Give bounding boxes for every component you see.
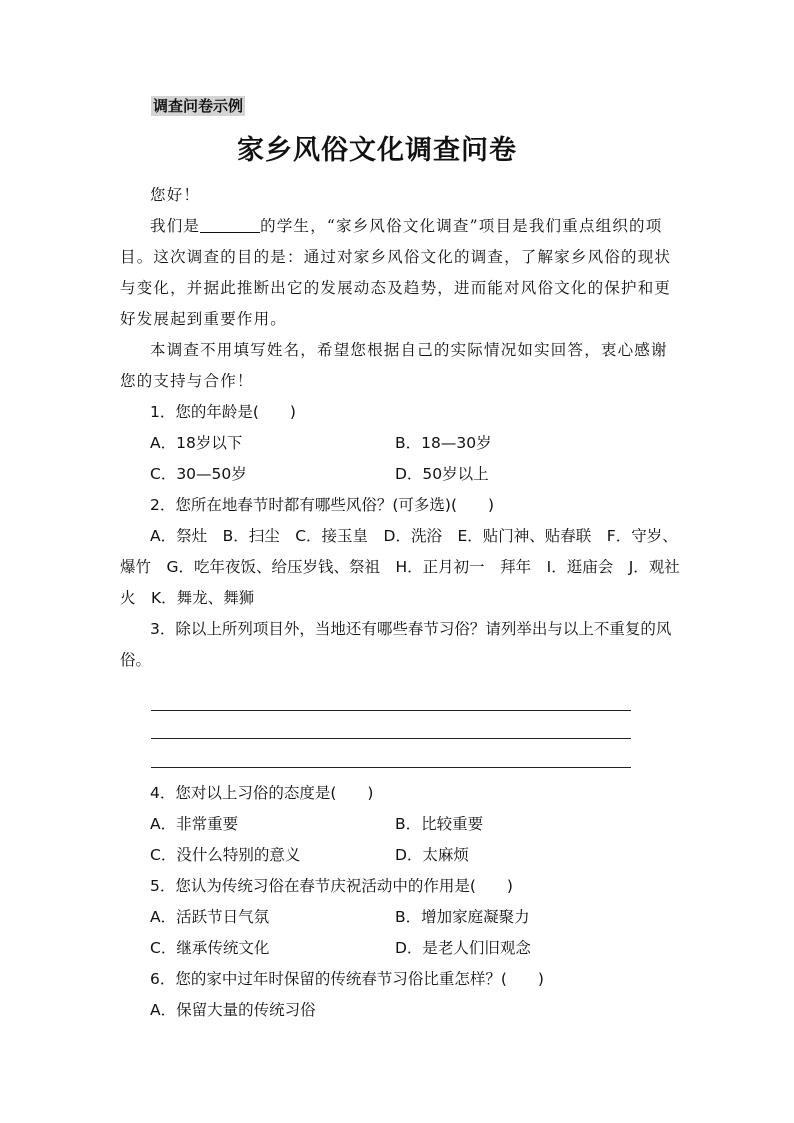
questionnaire-body [120, 180, 680, 1026]
option[interactable]: C．没什么特别的意义 [150, 845, 301, 864]
option[interactable]: A．非常重要 [150, 814, 239, 833]
question-1-options-row2 [150, 459, 680, 490]
greeting: 您好！ [150, 186, 201, 204]
question-6: 6．您的家中过年时保留的传统春节习俗比重怎样？( ) [150, 969, 544, 988]
intro-paragraph [120, 211, 680, 335]
question-6-options-row1 [150, 995, 680, 1026]
intro-paragraph-2: 本调查不用填写姓名，希望您根据自己的实际情况如实回答，衷心感谢您的支持与合作！ [120, 341, 668, 390]
option[interactable]: C．30—50岁 [150, 465, 247, 483]
question-5-options-row2 [150, 933, 680, 964]
option[interactable]: D．是老人们旧观念 [395, 938, 531, 957]
option[interactable]: A．18岁以下 [150, 434, 243, 452]
question-5-options-row1 [150, 902, 680, 933]
question-4: 4．您对以上习俗的态度是( ) [150, 783, 374, 802]
page-title: 家乡风俗文化调查问卷 [237, 135, 517, 166]
question-3: 3．除以上所列项目外，当地还有哪些春节习俗？请列举出与以上不重复的风俗。 [120, 620, 672, 669]
intro-pre: 我们是 [150, 217, 201, 235]
option[interactable]: D．50岁以上 [395, 465, 489, 483]
question-2: 2．您所在地春节时都有哪些风俗？(可多选)( ) [150, 496, 495, 514]
option[interactable]: C．继承传统文化 [150, 938, 270, 957]
option[interactable]: B．增加家庭凝聚力 [395, 907, 530, 926]
section-tag: 调查问卷示例 [153, 97, 244, 115]
option[interactable]: A．保留大量的传统习俗 [150, 1000, 316, 1019]
question-5: 5．您认为传统习俗在春节庆祝活动中的作用是( ) [150, 876, 513, 895]
option[interactable]: D．太麻烦 [395, 845, 469, 864]
answer-line[interactable] [151, 682, 631, 711]
question-4-options-row2 [150, 840, 680, 871]
answer-line[interactable] [151, 711, 631, 740]
option[interactable]: A．活跃节日气氛 [150, 907, 270, 926]
option[interactable]: B．18—30岁 [395, 434, 492, 452]
question-2-options: A．祭灶 B．扫尘 C．接玉皇 D．洗浴 E．贴门神、贴春联 F．守岁、爆竹 G．吃年夜饭、给压岁钱、祭祖 H．正月初一 拜年 I．逛庙会 J．观社火 K．舞龙、舞狮 [120, 527, 680, 607]
intro-post: 的学生，“家乡风俗文化调查”项目是我们重点组织的项目。这次调查的目的是：通过对家乡风俗文化的调查，了解家乡风俗的现状与变化，并据此推断出它的发展动态及趋势，进而能对风俗文化的保护和更好发展起到重要作用。 [120, 217, 672, 328]
question-1-options-row1 [150, 428, 680, 459]
answer-line[interactable] [151, 739, 631, 768]
option[interactable]: B．比较重要 [395, 814, 484, 833]
school-blank[interactable] [200, 216, 260, 233]
answer-lines [120, 682, 680, 768]
question-1: 1．您的年龄是( ) [150, 403, 296, 421]
question-4-options-row1 [150, 809, 680, 840]
